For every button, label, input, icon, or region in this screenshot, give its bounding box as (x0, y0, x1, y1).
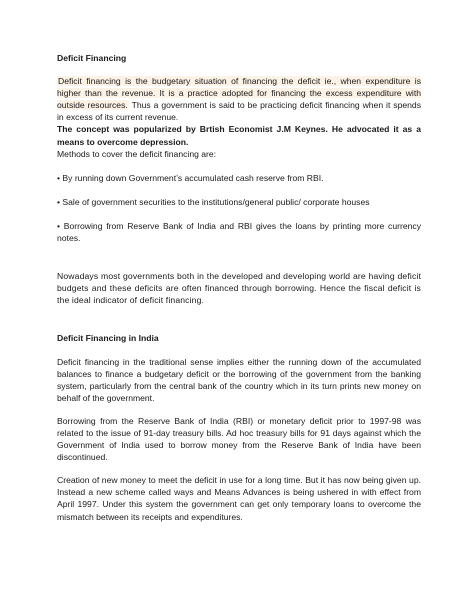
method-bullet-rbi-borrowing: • Borrowing from Reserve Bank of India and RBI gives the loans by printing more currency notes. (57, 220, 421, 244)
definition-continuation: Thus a government is said to be practicing deficit financing when it spends in excess of its current revenue. (57, 100, 422, 123)
india-paragraph-rbi-borrowing: Borrowing from the Reserve Bank of India (RBI) or monetary deficit prior to 1997-98 was related to the issue of 91-day treasury bills. Ad hoc treasury bills for 91 days against which the Government of India used to borrow money from the Reserve Bank of India have been discontinued. (57, 415, 421, 463)
india-paragraph-new-money: Creation of new money to meet the deficit in use for a long time. But it has now being given up. Instead a new scheme called ways and Means Advances is being ushered in with effect from April 1997. Under this system the government can get only temporary loans to overcome the mismatch between its receipts and expenditures. (57, 475, 421, 522)
section-heading-deficit-financing-india: Deficit Financing in India (57, 333, 159, 344)
definition-paragraph (57, 75, 421, 123)
method-bullet-securities: • Sale of government securities to the institutions/general public/ corporate houses (57, 196, 370, 207)
nowadays-paragraph: Nowadays most governments both in the developed and developing world are having deficit budgets and these deficits are often financed through borrowing. Hence the fiscal deficit is the ideal indicator of deficit financing. (57, 271, 421, 306)
highlighted-definition: Deficit financing is the budgetary situation of financing the deficit ie., when expenditure is higher than the revenue. It is a practice adopted for financing the excess expenditure with outside resources. (57, 76, 421, 111)
india-paragraph-traditional: Deficit financing in the traditional sense implies either the running down of the accumulated balances to finance a budgetary deficit or the borrowing of the government from the banking system, particularly from the central bank of the country which in its turn prints new money on behalf of the government. (57, 356, 421, 403)
keynes-statement: The concept was popularized by Brtish Economist J.M Keynes. He advocated it as a means to overcome depression. (57, 124, 421, 147)
method-bullet-cash-reserve: • By running down Government’s accumulated cash reserve from RBI. (57, 172, 324, 183)
methods-intro: Methods to cover the deficit financing are: (57, 148, 217, 159)
section-heading-deficit-financing: Deficit Financing (57, 53, 127, 63)
document-page (57, 52, 421, 523)
